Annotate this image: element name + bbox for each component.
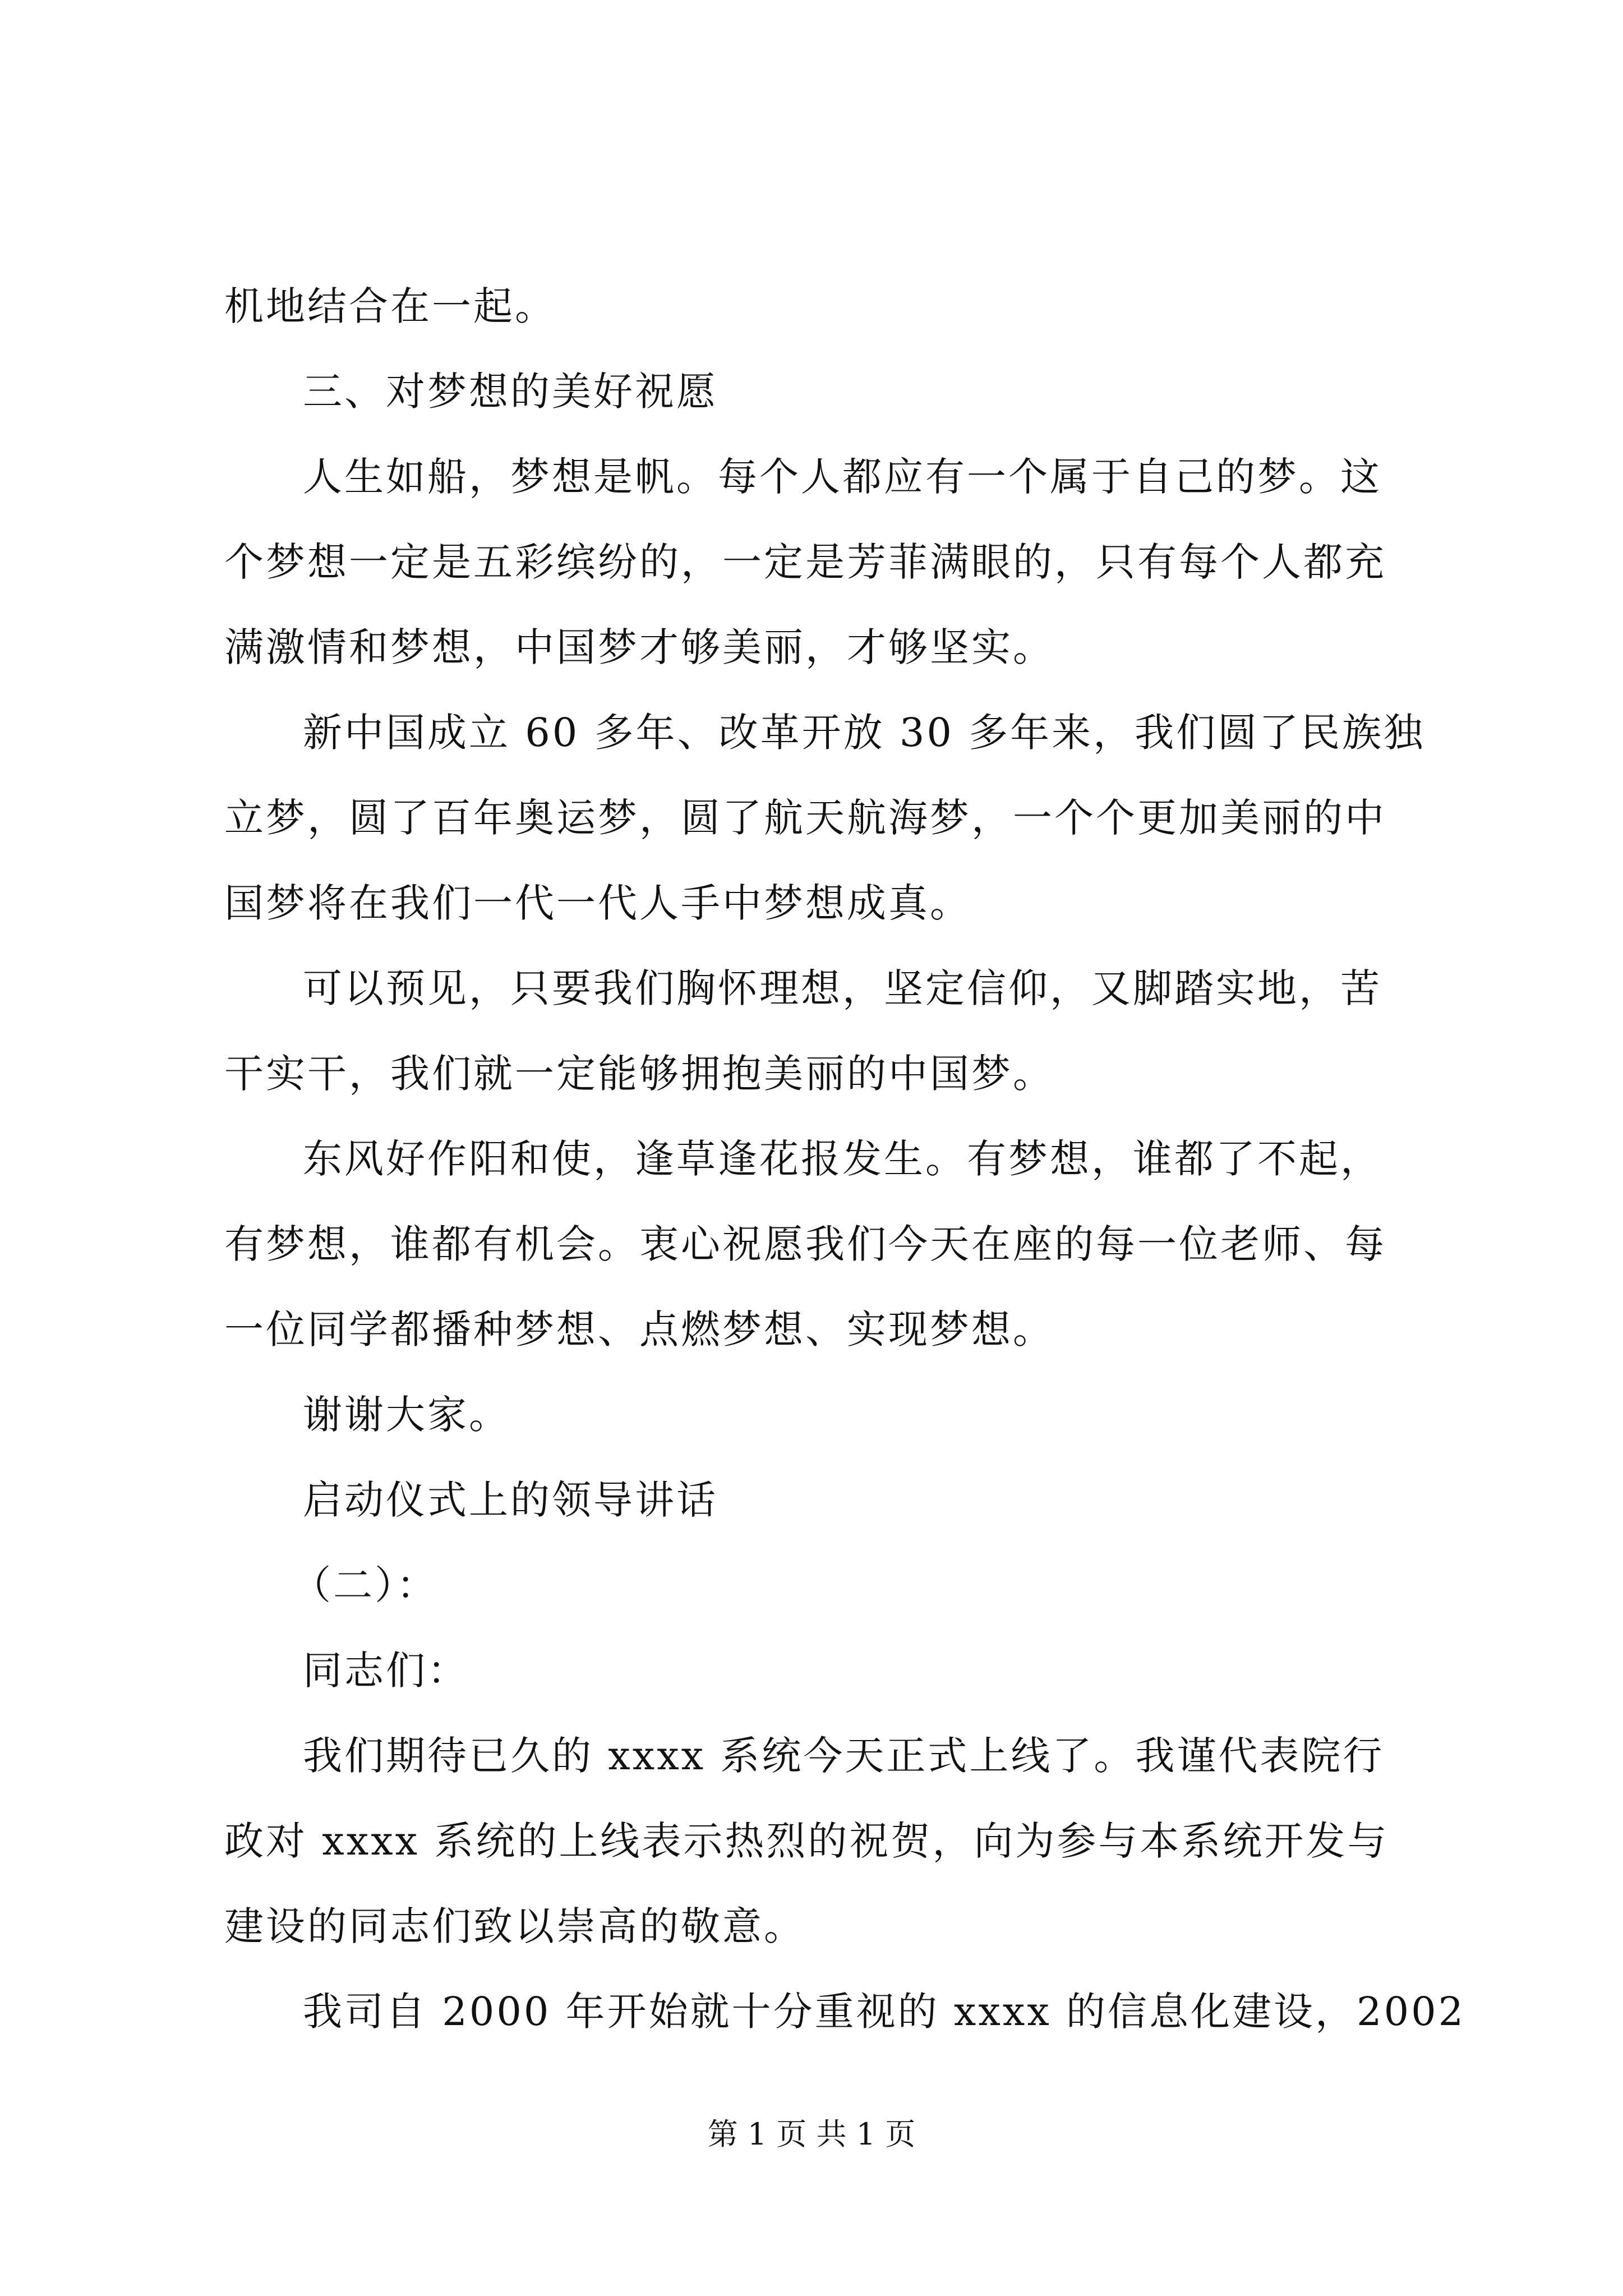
speech-number: （二）： — [292, 1562, 438, 1608]
section-heading: 三、对梦想的美好祝愿 — [303, 369, 718, 415]
text-line-21: 我司自 2000 年开始就十分重视的 xxxx 的信息化建设，2002 — [303, 1989, 1466, 2035]
speech-title: 启动仪式上的领导讲话 — [303, 1477, 718, 1523]
page-footer: 第 1 页 共 1 页 — [707, 2116, 916, 2152]
text-line-11: 东风好作阳和使，逢草逢花报发生。有梦想，谁都了不起， — [303, 1136, 1382, 1182]
text-line-20: 建设的同志们致以崇高的敬意。 — [224, 1903, 805, 1949]
salutation: 同志们： — [303, 1648, 469, 1694]
text-line-18: 我们期待已久的 xxxx 系统今天正式上线了。我谨代表院行 — [303, 1733, 1385, 1779]
document-body — [224, 264, 1466, 2054]
text-line-7: 立梦，圆了百年奥运梦，圆了航天航海梦，一个个更加美丽的中 — [224, 795, 1386, 841]
text-line-4: 个梦想一定是五彩缤纷的，一定是芳菲满眼的，只有每个人都充 — [224, 539, 1386, 585]
text-line-10: 干实干，我们就一定能够拥抱美丽的中国梦。 — [224, 1051, 1054, 1097]
text-line-9: 可以预见，只要我们胸怀理想，坚定信仰，又脚踏实地，苦 — [303, 965, 1382, 1011]
text-line-3: 人生如船，梦想是帆。每个人都应有一个属于自己的梦。这 — [303, 454, 1382, 500]
text-line-19: 政对 xxxx 系统的上线表示热烈的祝贺，向为参与本系统开发与 — [224, 1818, 1389, 1864]
text-line-6: 新中国成立 60 多年、改革开放 30 多年来，我们圆了民族独 — [303, 710, 1426, 756]
text-line-14: 谢谢大家。 — [303, 1392, 510, 1438]
text-line-12: 有梦想，谁都有机会。衷心祝愿我们今天在座的每一位老师、每 — [224, 1221, 1386, 1267]
text-line-8: 国梦将在我们一代一代人手中梦想成真。 — [224, 880, 971, 926]
text-line-5: 满激情和梦想，中国梦才够美丽，才够坚实。 — [224, 624, 1054, 670]
text-line-1: 机地结合在一起。 — [224, 283, 556, 329]
text-line-13: 一位同学都播种梦想、点燃梦想、实现梦想。 — [224, 1306, 1054, 1352]
